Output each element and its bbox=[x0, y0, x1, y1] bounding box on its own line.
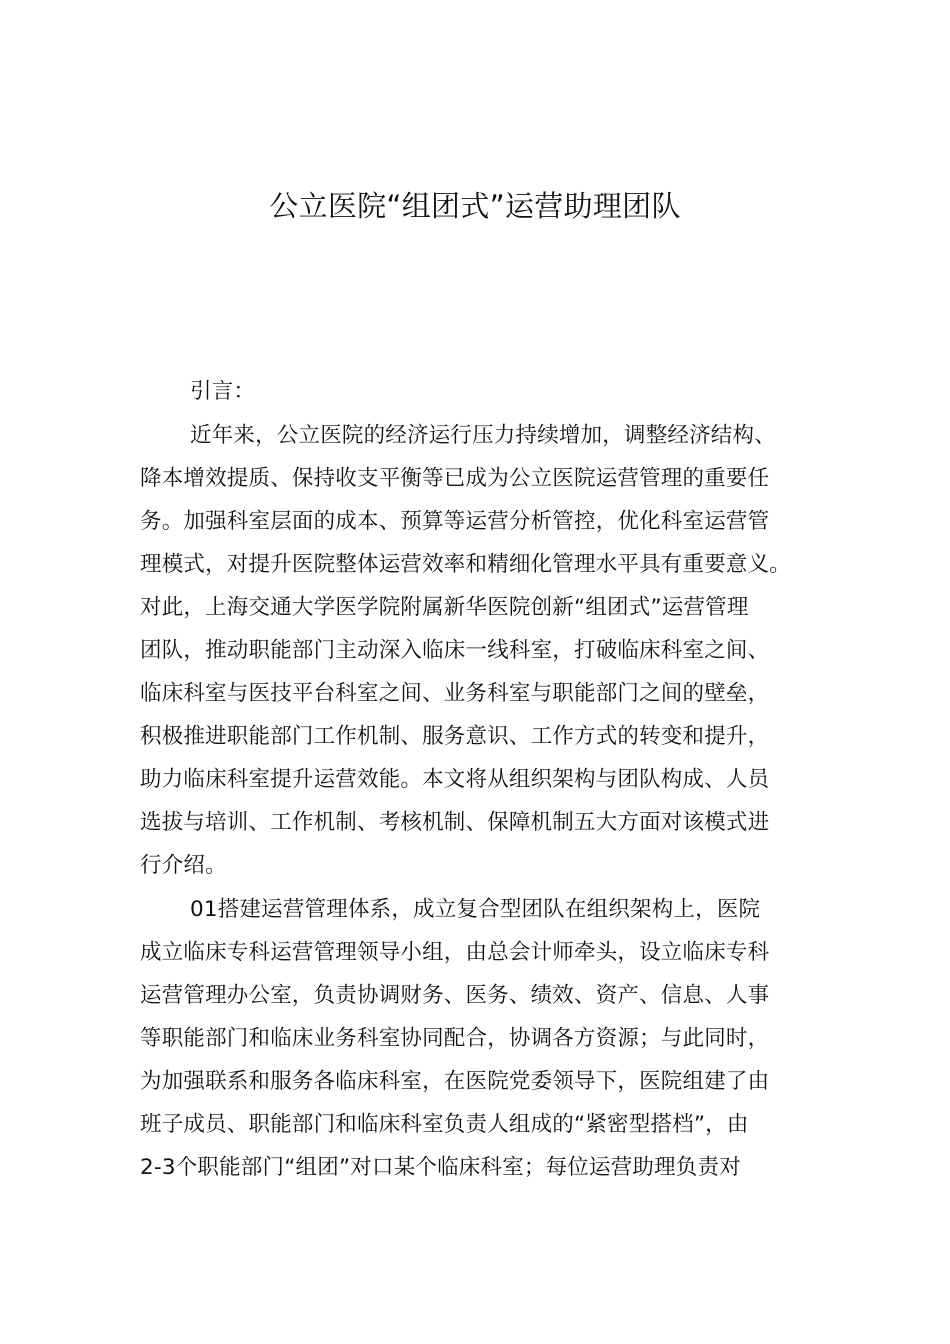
body-line-14: 运营管理办公室，负责协调财务、医务、绩效、资产、信息、人事 bbox=[140, 983, 770, 1008]
body-line-4: 理模式，对提升医院整体运营效率和精细化管理水平具有重要意义。 bbox=[140, 552, 792, 577]
body-line-10: 选拔与培训、工作机制、考核机制、保障机制五大方面对该模式进 bbox=[140, 810, 770, 835]
body-line-17: 班子成员、职能部门和临床科室负责人组成的“紧密型搭档”，由 bbox=[140, 1112, 749, 1137]
body-line-9: 助力临床科室提升运营效能。本文将从组织架构与团队构成、人员 bbox=[140, 767, 770, 792]
body-line-13: 成立临床专科运营管理领导小组，由总会计师牵头，设立临床专科 bbox=[140, 940, 770, 965]
section-heading-line: 01搭建运营管理体系，成立复合型团队在组织架构上，医院 bbox=[190, 897, 761, 922]
body-line-18: 2-3个职能部门“组团”对口某个临床科室；每位运营助理负责对 bbox=[140, 1155, 741, 1180]
body-line-5: 对此，上海交通大学医学院附属新华医院创新“组团式”运营管理 bbox=[140, 595, 749, 620]
body-line-16: 为加强联系和服务各临床科室，在医院党委领导下，医院组建了由 bbox=[140, 1069, 770, 1094]
document-title: 公立医院“组团式”运营助理团队 bbox=[269, 189, 681, 223]
body-line-7: 临床科室与医技平台科室之间、业务科室与职能部门之间的壁垒， bbox=[140, 681, 770, 706]
body-line-11: 行介绍。 bbox=[140, 853, 227, 878]
body-line-2: 降本增效提质、保持收支平衡等已成为公立医院运营管理的重要任 bbox=[140, 466, 770, 491]
body-line-8: 积极推进职能部门工作机制、服务意识、工作方式的转变和提升， bbox=[140, 724, 770, 749]
body-line-3: 务。加强科室层面的成本、预算等运营分析管控，优化科室运营管 bbox=[140, 509, 770, 534]
body-line-1: 近年来，公立医院的经济运行压力持续增加，调整经济结构、 bbox=[190, 423, 776, 448]
body-line-15: 等职能部门和临床业务科室协同配合，协调各方资源；与此同时， bbox=[140, 1026, 770, 1051]
intro-label: 引言： bbox=[190, 379, 256, 404]
body-line-6: 团队，推动职能部门主动深入临床一线科室，打破临床科室之间、 bbox=[140, 638, 770, 663]
